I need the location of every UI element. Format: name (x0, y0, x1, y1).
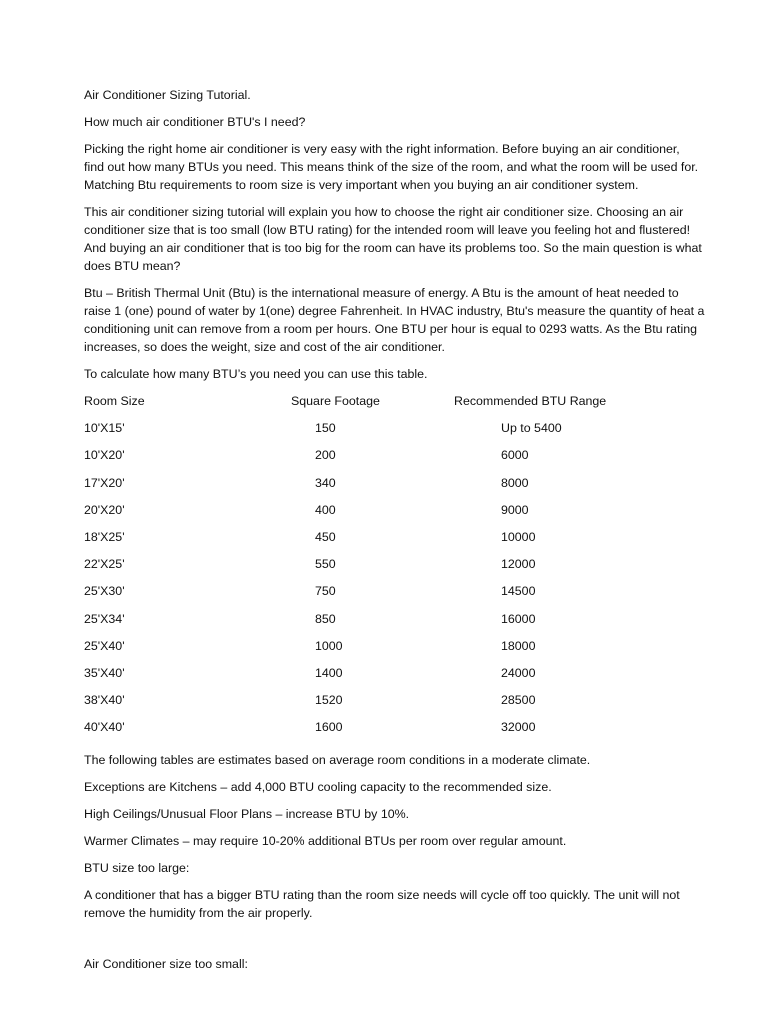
cell-room-size: 35'X40' (84, 665, 125, 680)
cell-square-footage-cell (268, 637, 454, 664)
paragraph-intro (84, 140, 744, 194)
cell-room-size: 25'X40' (84, 638, 125, 653)
table-row (84, 555, 654, 582)
cell-square-footage: 1520 (315, 693, 343, 708)
table-row (84, 691, 654, 718)
cell-room-size: 22'X25' (84, 557, 125, 572)
table-row (84, 582, 654, 609)
cell-btu-range: 32000 (501, 720, 536, 735)
cell-square-footage: 150 (315, 421, 336, 436)
cell-square-footage: 200 (315, 448, 336, 463)
table-row (84, 664, 654, 691)
paragraph-line: does BTU mean? (84, 259, 181, 273)
exception-kitchens: Exceptions are Kitchens – add 4,000 BTU cooling capacity to the recommended size. (84, 780, 552, 795)
table-body (84, 419, 654, 745)
column-header-square-footage: Square Footage (291, 394, 380, 408)
cell-btu-range: 14500 (501, 584, 536, 599)
paragraph-line: increases, so does the weight, size and cost of the air conditioner. (84, 340, 445, 354)
table-row (84, 419, 654, 446)
cell-room-size: 40'X40' (84, 720, 125, 735)
paragraph-btu-definition (84, 284, 744, 356)
cell-btu-range: 9000 (501, 502, 529, 517)
paragraph-line: And buying an air conditioner that is too big for the room can have its problems too. So the main question is what (84, 241, 702, 255)
column-header-btu-range-cell (454, 392, 654, 419)
cell-room-size: 25'X30' (84, 584, 125, 599)
paragraph-line: remove the humidity from the air properly. (84, 906, 313, 921)
table-row (84, 474, 654, 501)
cell-square-footage-cell (268, 555, 454, 582)
cell-btu-range-cell (454, 718, 654, 745)
cell-btu-range-cell (454, 446, 654, 473)
too-large-heading: BTU size too large: (84, 861, 190, 876)
cell-square-footage-cell (268, 691, 454, 718)
cell-square-footage-cell (268, 582, 454, 609)
paragraph-line: find out how many BTUs you need. This means think of the size of the room, and what the room will be used for. (84, 160, 699, 174)
cell-square-footage-cell (268, 528, 454, 555)
cell-btu-range: 10000 (501, 529, 536, 544)
table-row (84, 610, 654, 637)
cell-square-footage: 750 (315, 584, 336, 599)
table-header-row (84, 392, 654, 419)
spacer (84, 931, 744, 955)
cell-room-size: 10'X20' (84, 448, 125, 463)
cell-square-footage: 850 (315, 611, 336, 626)
column-header-room-size: Room Size (84, 394, 145, 408)
paragraph-line: Picking the right home air conditioner is very easy with the right information. Before buying an air conditioner, (84, 142, 680, 156)
too-small-heading: Air Conditioner size too small: (84, 957, 248, 972)
cell-room-size: 38'X40' (84, 693, 125, 708)
cell-square-footage: 1600 (315, 720, 343, 735)
exception-climates: Warmer Climates – may require 10-20% additional BTUs per room over regular amount. (84, 834, 567, 849)
cell-btu-range-cell (454, 474, 654, 501)
cell-square-footage-cell (268, 664, 454, 691)
cell-btu-range-cell (454, 419, 654, 446)
estimate-note: The following tables are estimates based on average room conditions in a moderate climate. (84, 753, 591, 768)
cell-square-footage-cell (268, 446, 454, 473)
table-intro: To calculate how many BTU’s you need you can use this table. (84, 367, 428, 381)
btu-sizing-table (84, 392, 654, 745)
cell-btu-range: 28500 (501, 693, 536, 708)
column-header-btu-range: Recommended BTU Range (454, 394, 607, 408)
cell-square-footage-cell (268, 419, 454, 446)
cell-room-size: 20'X20' (84, 502, 125, 517)
cell-btu-range-cell (454, 691, 654, 718)
cell-room-size: 25'X34' (84, 611, 125, 626)
table-row (84, 501, 654, 528)
cell-square-footage: 340 (315, 475, 336, 490)
paragraph-line: A conditioner that has a bigger BTU rating than the room size needs will cycle off too quickly. The unit will not (84, 888, 680, 903)
cell-btu-range: 16000 (501, 611, 536, 626)
paragraph-line: This air conditioner sizing tutorial will explain you how to choose the right air conditioner size. Choosing an air (84, 205, 684, 219)
table-row (84, 718, 654, 745)
cell-btu-range-cell (454, 555, 654, 582)
paragraph-line: raise 1 (one) pound of water by 1(one) degree Fahrenheit. In HVAC industry, Btu's measure the quantity of heat a (84, 304, 705, 318)
cell-btu-range-cell (454, 664, 654, 691)
cell-square-footage-cell (268, 501, 454, 528)
document-title: Air Conditioner Sizing Tutorial. (84, 88, 251, 102)
paragraph-line: conditioning unit can remove from a room per hours. One BTU per hour is equal to 0293 watts. As the Btu rating (84, 322, 697, 336)
cell-square-footage-cell (268, 718, 454, 745)
cell-btu-range-cell (454, 637, 654, 664)
cell-btu-range: 24000 (501, 665, 536, 680)
cell-btu-range: 8000 (501, 475, 529, 490)
paragraph-tutorial (84, 203, 744, 275)
cell-btu-range: 18000 (501, 638, 536, 653)
table-row (84, 528, 654, 555)
cell-room-size: 17'X20' (84, 475, 125, 490)
cell-square-footage-cell (268, 610, 454, 637)
table-row (84, 446, 654, 473)
cell-btu-range-cell (454, 582, 654, 609)
cell-square-footage: 1000 (315, 638, 343, 653)
cell-room-size: 18'X25' (84, 529, 125, 544)
cell-square-footage: 550 (315, 557, 336, 572)
cell-btu-range-cell (454, 610, 654, 637)
paragraph-line: Btu – British Thermal Unit (Btu) is the international measure of energy. A Btu is the amount of heat needed to (84, 286, 679, 300)
column-header-square-footage-cell (268, 392, 454, 419)
cell-square-footage: 1400 (315, 665, 343, 680)
exception-ceilings: High Ceilings/Unusual Floor Plans – increase BTU by 10%. (84, 807, 410, 822)
cell-btu-range: 12000 (501, 557, 536, 572)
cell-btu-range: 6000 (501, 448, 529, 463)
document-question: How much air conditioner BTU's I need? (84, 115, 306, 129)
cell-btu-range: Up to 5400 (501, 421, 562, 436)
table-row (84, 637, 654, 664)
document-body (84, 86, 744, 982)
paragraph-line: Matching Btu requirements to room size is very important when you buying an air conditioner system. (84, 178, 639, 192)
cell-btu-range-cell (454, 501, 654, 528)
cell-room-size: 10'X15' (84, 421, 125, 436)
cell-square-footage: 400 (315, 502, 336, 517)
paragraph-too-large (84, 886, 744, 922)
cell-btu-range-cell (454, 528, 654, 555)
cell-square-footage: 450 (315, 529, 336, 544)
cell-square-footage-cell (268, 474, 454, 501)
paragraph-line: conditioner size that is too small (low BTU rating) for the intended room will leave you feeling hot and flustered! (84, 223, 691, 237)
